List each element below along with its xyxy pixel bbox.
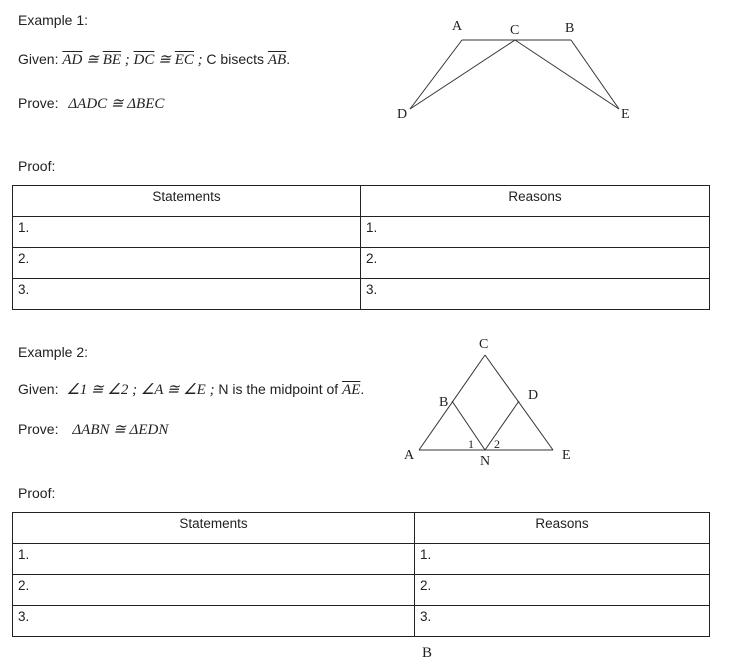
table-row [13,575,710,606]
reason-cell[interactable]: 3. [361,279,710,310]
example2-heading: Example 2: [18,344,89,360]
angle-1-label: 1 [468,437,474,451]
prove-label: Prove: [18,95,59,111]
example2-proof-label: Proof: [18,485,56,501]
reason-cell[interactable]: 2. [361,248,710,279]
vertex-e-label: E [621,107,630,122]
prove-statement: ΔADC ≅ ΔBEC [68,96,165,112]
segment-ad: $\overline{AD}$ [62,52,83,68]
statements-header: Statements [13,513,415,544]
example2-figure [395,333,585,470]
statements-header: Statements [13,186,361,217]
table-row [13,279,710,310]
vertex-n-label: N [480,454,491,469]
segment-ec: $\overline{EC}$ [174,52,194,68]
reasons-header: Reasons [361,186,710,217]
segment-be: $\overline{BE}$ [102,52,122,68]
segment-ab: $\overline{AB}$ [267,52,287,68]
given-bisect-text: C bisects [206,51,264,67]
vertex-a-label: A [404,448,415,463]
vertex-d-label: D [528,388,539,403]
statement-cell[interactable]: 1. [13,217,361,248]
reasons-header: Reasons [415,513,710,544]
footer-label: B [422,645,433,661]
segment-ae: $\overline{AE}$ [342,382,361,398]
reason-cell[interactable]: 1. [361,217,710,248]
vertex-d-label: D [397,107,408,122]
segment-dc: $\overline{DC}$ [133,52,155,68]
given-label: Given: [18,381,59,397]
example1-prove [18,94,164,113]
reason-cell[interactable]: 1. [415,544,710,575]
statement-cell[interactable]: 3. [13,606,415,637]
prove-label: Prove: [18,421,59,437]
vertex-a-label: A [452,19,463,34]
example2-given: Given: ∠1 ≅ ∠2 ; ∠A ≅ ∠E ; N is the midpoint of $\overline{AE}$. [18,381,365,398]
example2-prove [18,420,168,439]
angle-2-label: 2 [494,437,500,451]
table-row [13,248,710,279]
table-row [13,544,710,575]
vertex-c-label: C [479,337,489,352]
reason-cell[interactable]: 3. [415,606,710,637]
vertex-e-label: E [562,448,571,463]
statement-cell[interactable]: 2. [13,575,415,606]
prove-statement: ΔABN ≅ ΔEDN [72,422,169,438]
example1-proof-label: Proof: [18,158,56,174]
statement-cell[interactable]: 1. [13,544,415,575]
given-midpoint-text: N is the midpoint of [218,381,339,397]
vertex-b-label: B [565,21,575,36]
given-angles: ∠1 ≅ ∠2 ; ∠A ≅ ∠E [66,382,206,398]
table-row [13,606,710,637]
statement-cell[interactable]: 3. [13,279,361,310]
given-label: Given: [18,51,59,67]
vertex-b-label: B [439,395,449,410]
statement-cell[interactable]: 2. [13,248,361,279]
example2-proof-table [12,512,710,637]
example1-proof-table [12,185,710,310]
example1-figure [385,12,645,127]
reason-cell[interactable]: 2. [415,575,710,606]
example1-given: Given: $\overline{AD}$ ≅ $\overline{BE}$ ; $\overline{DC}$ ≅ $\overline{EC}$ ; C bisects $\overline{AB}$. [18,51,291,68]
example1-heading: Example 1: [18,12,89,28]
table-row [13,217,710,248]
vertex-c-label: C [510,23,520,38]
